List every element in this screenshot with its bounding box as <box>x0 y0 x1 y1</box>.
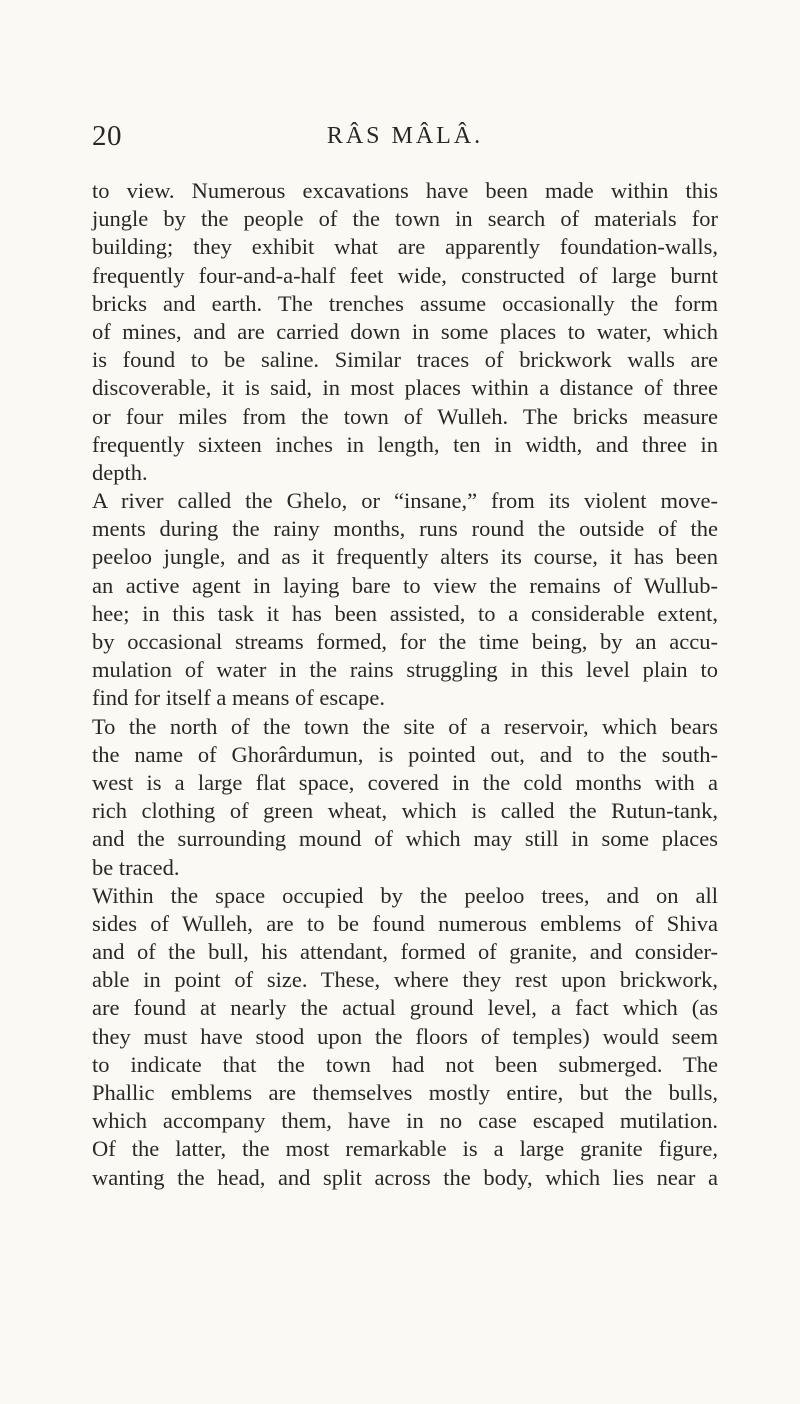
text-line: by occasional streams formed, for the time being, by an accu- <box>92 629 718 654</box>
text-line: sides of Wulleh, are to be found numerous emblems of Shiva <box>92 910 718 936</box>
text-line: discoverable, it is said, in most places within a distance of three <box>92 375 718 401</box>
text-line: depth. <box>92 459 148 485</box>
text-line: are found at nearly the actual ground level, a fact which (as <box>92 995 718 1021</box>
text-line: wanting the head, and split across the body, which lies near a <box>92 1164 718 1190</box>
text-line: an active agent in laying bare to view the remains of Wullub- <box>92 572 718 598</box>
text-line: is found to be saline. Similar traces of brickwork walls are <box>92 347 718 373</box>
running-head <box>92 116 718 156</box>
text-line: which accompany them, have in no case escaped mutilation. <box>92 1108 718 1134</box>
text-line: peeloo jungle, and as it frequently alters its course, it has been <box>92 544 718 570</box>
text-line: of mines, and are carried down in some places to water, which <box>92 318 718 344</box>
text-line: to indicate that the town had not been submerged. The <box>92 1051 718 1077</box>
text-line: they must have stood upon the floors of temples) would seem <box>92 1023 718 1049</box>
text-line: bricks and earth. The trenches assume occasionally the form <box>92 290 718 316</box>
text-line: Within the space occupied by the peeloo trees, and on all <box>92 882 718 908</box>
text-line: be traced. <box>92 854 180 880</box>
text-line: able in point of size. These, where they rest upon brickwork, <box>92 967 718 993</box>
text-line: mulation of water in the rains struggling in this level plain to <box>92 657 718 683</box>
text-line: or four miles from the town of Wulleh. The bricks measure <box>92 403 718 429</box>
text-line: west is a large flat space, covered in the cold months with a <box>92 769 718 795</box>
text-line: A river called the Ghelo, or “insane,” from its violent move- <box>92 488 718 514</box>
text-line: frequently four-and-a-half feet wide, constructed of large burnt <box>92 262 718 288</box>
body-text <box>92 177 718 1192</box>
text-line: hee; in this task it has been assisted, to a considerable extent, <box>92 600 718 626</box>
page-number: 20 <box>92 120 122 152</box>
text-line: building; they exhibit what are apparently foundation-walls, <box>92 234 718 260</box>
text-line: rich clothing of green wheat, which is called the Rutun-tank, <box>92 798 718 824</box>
running-title: RÂS MÂLÂ. <box>326 123 484 149</box>
text-line: Of the latter, the most remarkable is a large granite figure, <box>92 1136 718 1162</box>
text-line: Phallic emblems are themselves mostly entire, but the bulls, <box>92 1080 718 1105</box>
text-line: and of the bull, his attendant, formed of granite, and consider- <box>92 939 718 965</box>
text-line: find for itself a means of escape. <box>92 685 386 711</box>
text-line: to view. Numerous excavations have been made within this <box>92 178 718 203</box>
text-line: the name of Ghorârdumun, is pointed out, and to the south- <box>92 741 718 767</box>
text-line: jungle by the people of the town in search of materials for <box>92 206 718 232</box>
text-line: ments during the rainy months, runs round the outside of the <box>92 516 718 542</box>
text-line: frequently sixteen inches in length, ten in width, and three in <box>92 431 718 457</box>
text-line: To the north of the town the site of a reservoir, which bears <box>92 713 718 739</box>
text-line: and the surrounding mound of which may still in some places <box>92 826 718 852</box>
